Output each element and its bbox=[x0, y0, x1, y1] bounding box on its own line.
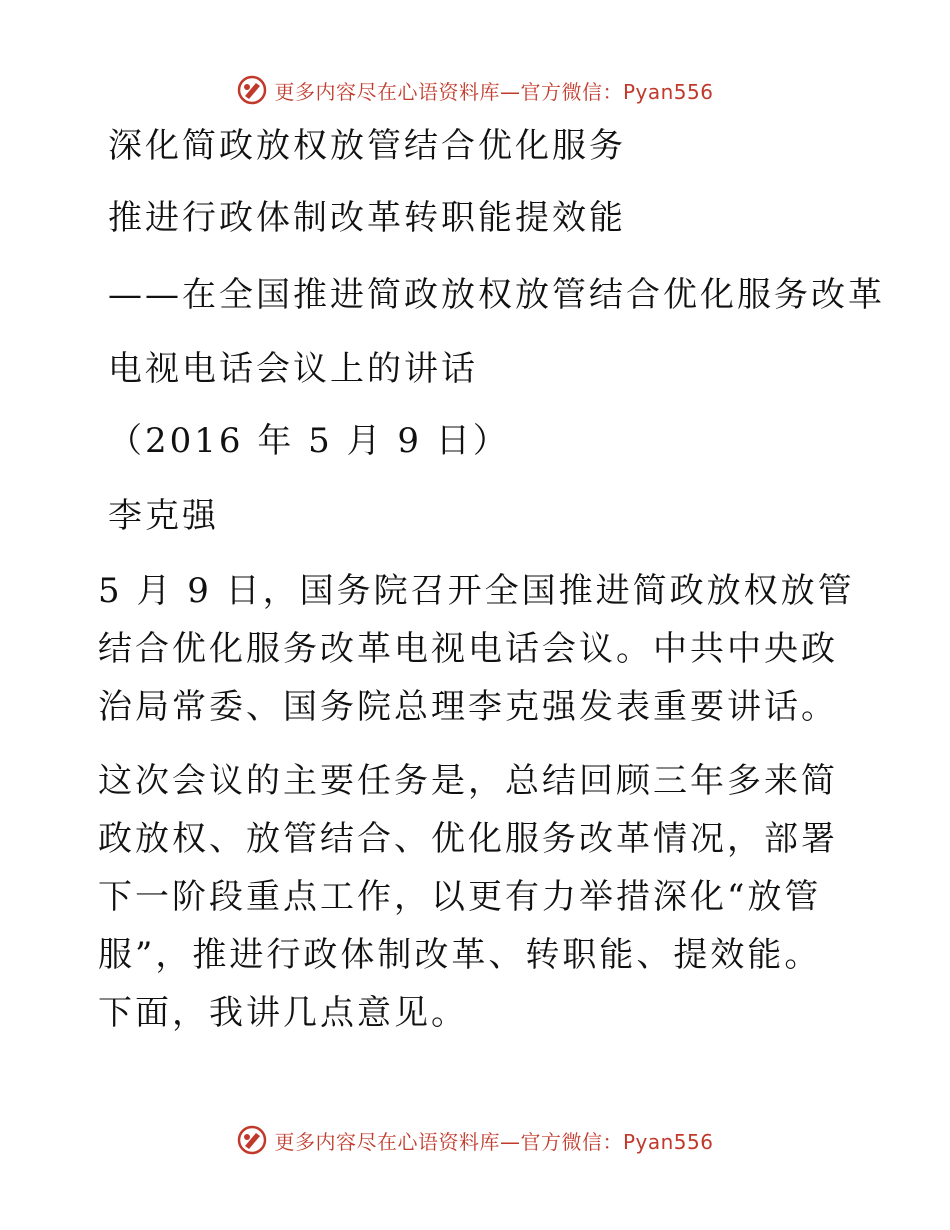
body-paragraph-2: 这次会议的主要任务是，总结回顾三年多来简政放权、放管结合、优化服务改革情况，部署下一阶段重点工作，以更有力举措深化“放管服”，推进行政体制改革、转职能、提效能。下面，我讲几点意见。 bbox=[98, 761, 838, 1033]
subtitle-line-1: ——在全国推进简政放权放管结合优化服务改革 bbox=[108, 275, 885, 315]
speaker-name: 李克强 bbox=[108, 496, 219, 536]
body-paragraph-1: 5 月 9 日，国务院召开全国推进简政放权放管结合优化服务改革电视电话会议。中共中央政治局常委、国务院总理李克强发表重要讲话。 bbox=[98, 571, 855, 727]
speech-date: （2016 年 5 月 9 日） bbox=[108, 421, 510, 461]
banner-text: 更多内容尽在心语资料库—官方微信：Pyan556 bbox=[274, 1129, 714, 1154]
logo-icon bbox=[236, 74, 268, 106]
subtitle-line-2: 电视电话会议上的讲话 bbox=[108, 349, 478, 389]
banner-text: 更多内容尽在心语资料库—官方微信：Pyan556 bbox=[274, 79, 714, 104]
header-banner bbox=[0, 70, 950, 110]
title-line-1: 深化简政放权放管结合优化服务 bbox=[108, 126, 626, 166]
title-line-2: 推进行政体制改革转职能提效能 bbox=[108, 198, 626, 238]
footer-banner bbox=[0, 1120, 950, 1160]
logo-icon bbox=[236, 1124, 268, 1156]
